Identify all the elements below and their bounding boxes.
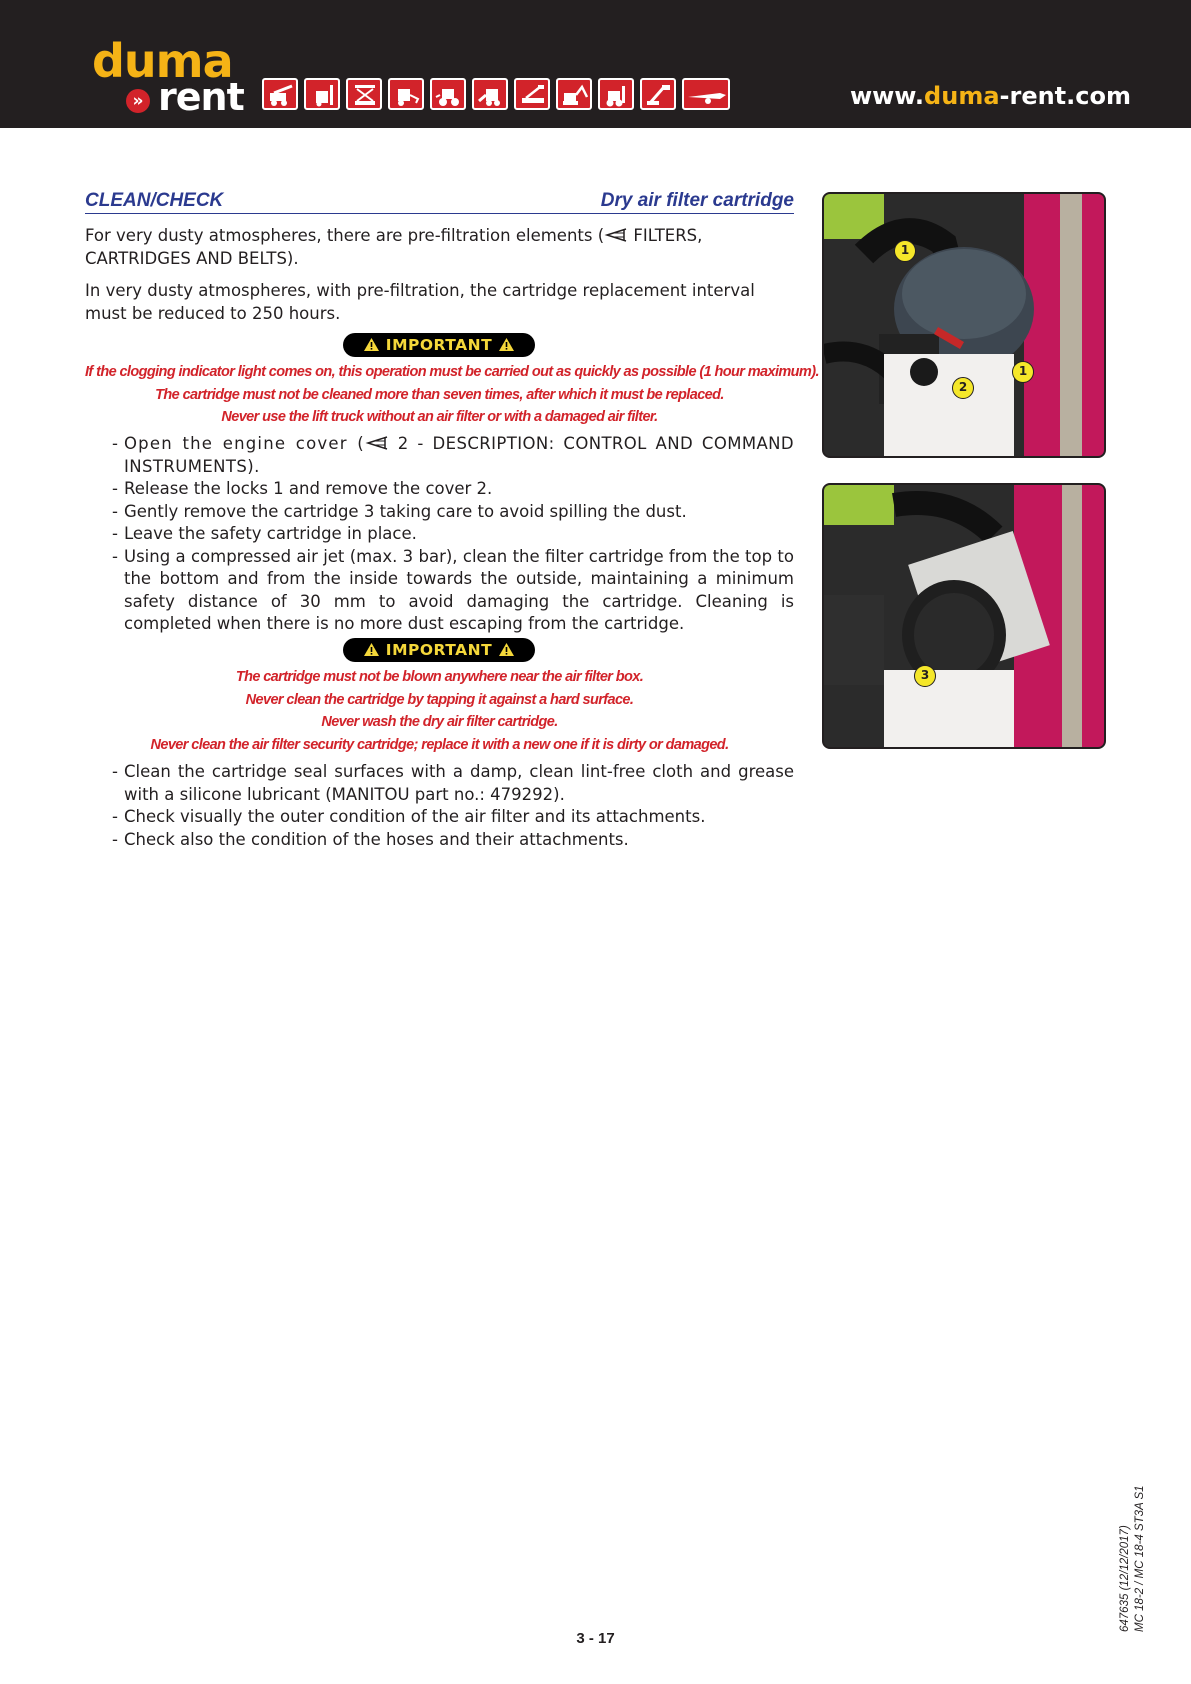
- excavator-icon: [556, 78, 592, 110]
- step0-before: Open the engine cover (: [124, 434, 365, 453]
- aerial-platform-icon: [640, 78, 676, 110]
- section-title-right: Dry air filter cartridge: [600, 190, 794, 211]
- engine-bay-illustration: [824, 194, 1104, 456]
- list-item: [112, 806, 794, 829]
- wheel-loader-icon: [430, 78, 466, 110]
- step0-after: 2 - DESCRIPTION: CONTROL AND COMMAND INSTRUMENTS).: [124, 434, 795, 476]
- callout-3: 3: [914, 665, 936, 687]
- important-label-2: IMPORTANT: [385, 641, 493, 659]
- logo-rent-text: rent: [158, 75, 244, 119]
- list-item: [112, 501, 794, 524]
- machine-icon-strip: [262, 78, 730, 110]
- list-dash: -: [112, 829, 118, 849]
- compact-loader-icon: [388, 78, 424, 110]
- air-filter-photo-2: [822, 483, 1106, 749]
- warning-icon: [363, 642, 380, 657]
- step-text: Check also the condition of the hoses and their attachments.: [124, 829, 629, 849]
- website-accent: duma: [924, 82, 1000, 110]
- warning-block-2: [85, 666, 794, 756]
- doc-ref-line-2: MC 18-2 / MC 18-4 ST3A S1: [1134, 1485, 1146, 1632]
- list-dash: -: [112, 546, 118, 566]
- telehandler-icon: [262, 78, 298, 110]
- callout-2: 2: [952, 377, 974, 399]
- list-dash: -: [112, 524, 118, 543]
- warning-line: Never clean the cartridge by tapping it against a hard surface.: [245, 691, 634, 708]
- list-item: [112, 433, 794, 478]
- duma-rent-logo[interactable]: [92, 36, 242, 120]
- list-dash: -: [112, 434, 120, 453]
- step-text: Leave the safety cartridge in place.: [124, 524, 417, 543]
- forklift-icon: [304, 78, 340, 110]
- document-reference: [1118, 1485, 1148, 1632]
- list-item: [112, 761, 794, 806]
- list-item: [112, 829, 794, 852]
- intro-paragraph-1: [85, 225, 794, 270]
- list-dash: -: [112, 501, 118, 521]
- air-filter-photo-1: [822, 192, 1106, 458]
- important-badge-1: [343, 333, 535, 357]
- engine-bay-illustration: [824, 485, 1104, 747]
- warning-line: Never use the lift truck without an air filter or with a damaged air filter.: [221, 409, 658, 425]
- section-title-left: CLEAN/CHECK: [85, 190, 224, 211]
- procedure-steps-1: [112, 433, 794, 636]
- warning-line: If the clogging indicator light comes on, this operation must be carried out as quickly as possible (1 hour maximum).: [85, 364, 819, 380]
- warning-icon: [498, 642, 515, 657]
- logo-duma-text: duma: [92, 34, 233, 88]
- boom-lift-icon: [514, 78, 550, 110]
- step-text: Release the locks 1 and remove the cover 2.: [124, 479, 493, 498]
- intro-paragraph-2: In very dusty atmospheres, with pre-filtration, the cartridge replacement interval must be reduced to 250 hours.: [85, 281, 755, 323]
- cross-reference-icon: [604, 228, 628, 242]
- callout-1: 1: [894, 240, 916, 262]
- list-dash: -: [112, 807, 118, 826]
- warning-line: The cartridge must not be blown anywhere near the air filter box.: [235, 669, 644, 685]
- warning-icon: [498, 337, 515, 352]
- page-header: [0, 0, 1191, 128]
- cross-reference-icon: [365, 436, 389, 450]
- website-prefix: www.: [849, 82, 925, 110]
- list-dash: -: [112, 479, 118, 498]
- procedure-steps-2: [112, 761, 794, 851]
- step-text: Using a compressed air jet (max. 3 bar), clean the filter cartridge from the top to the bottom and from the inside towards the outside, maintaining a minimum safety distance of 30 mm to avoid damaging the cartridge. Cleaning is completed when there is no more dust escaping from the cartridge.: [124, 546, 794, 633]
- para1-after: FILTERS, CARTRIDGES AND BELTS).: [85, 226, 703, 268]
- skid-steer-icon: [472, 78, 508, 110]
- list-item: [112, 546, 794, 636]
- step-text: Check visually the outer condition of the air filter and its attachments.: [124, 807, 706, 826]
- logo-chevron: »: [126, 89, 150, 113]
- website-url[interactable]: [850, 82, 1131, 110]
- section-title-row: [85, 190, 794, 214]
- list-dash: -: [112, 762, 118, 781]
- list-item: [112, 478, 794, 501]
- callout-1: 1: [1012, 361, 1034, 383]
- para1-before: For very dusty atmospheres, there are pre-filtration elements (: [85, 226, 605, 245]
- warning-block-1: [85, 361, 819, 429]
- doc-ref-line-1: 647635 (12/12/2017): [1119, 1525, 1131, 1632]
- scissor-lift-icon: [346, 78, 382, 110]
- warning-line: Never wash the dry air filter cartridge.: [321, 714, 558, 730]
- page-number: 3 - 17: [576, 1630, 615, 1647]
- step-text: Gently remove the cartridge 3 taking care to avoid spilling the dust.: [124, 501, 687, 521]
- important-label-1: IMPORTANT: [385, 336, 493, 354]
- rough-terrain-forklift-icon: [598, 78, 634, 110]
- list-item: [112, 523, 794, 546]
- warning-icon: [363, 337, 380, 352]
- step-text: Clean the cartridge seal surfaces with a damp, clean lint-free cloth and grease with a silicone lubricant (MANITOU part no.: 479292).: [124, 762, 794, 804]
- trailer-icon: [682, 78, 730, 110]
- warning-line: Never clean the air filter security cartridge; replace it with a new one if it is dirty or damaged.: [150, 736, 729, 753]
- website-suffix: -rent.com: [999, 82, 1131, 110]
- important-badge-2: [343, 638, 535, 662]
- warning-line: The cartridge must not be cleaned more than seven times, after which it must be replaced.: [155, 386, 724, 403]
